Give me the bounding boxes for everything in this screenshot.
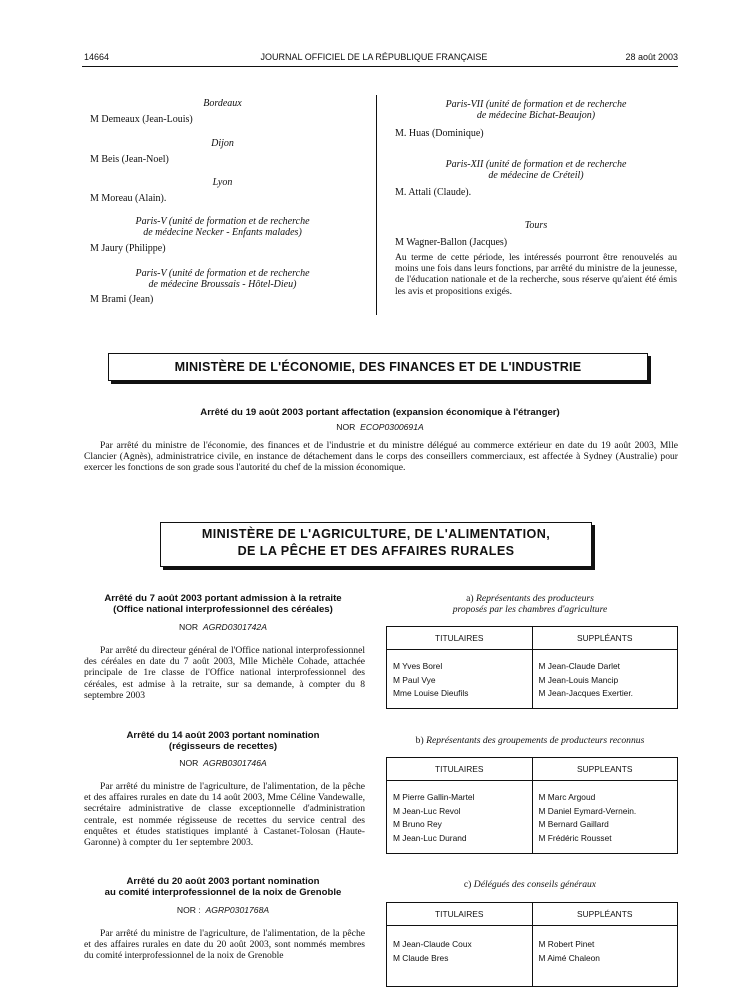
member-name: M Frédéric Rousset bbox=[538, 832, 612, 843]
member-name: M Jean-Luc Durand bbox=[393, 832, 467, 843]
city-heading: Paris-VII (unité de formation et de recherche de médecine Bichat-Beaujon) bbox=[445, 99, 627, 121]
arrete-title bbox=[82, 593, 364, 615]
person-name: M Moreau (Alain). bbox=[90, 193, 167, 204]
header-rule bbox=[82, 66, 678, 67]
column-header: TITULAIRES bbox=[387, 627, 533, 650]
table-caption-text: Représentants des producteurs proposés par les chambres d'agriculture bbox=[452, 593, 608, 615]
ministry-agriculture-heading bbox=[160, 522, 592, 567]
arrete-body: Par arrêté du directeur général de l'Office national interprofessionnel des céréales en date du 7 août 2003, Mlle Michèle Cohade, attachée principale de 1re classe de l'Office national interprofessionnel des céréales, est admise à la retraite, sur sa demande, à compter du 8 septembre 2003 bbox=[84, 645, 365, 701]
nor-line bbox=[82, 422, 678, 432]
ministry-economy-heading: MINISTÈRE DE L'ÉCONOMIE, DES FINANCES ET DE L'INDUSTRIE bbox=[108, 353, 648, 381]
arrete-body: Par arrêté du ministre de l'économie, des finances et de l'industrie et du ministre délégué au commerce extérieur en date du 19 août 2003, Mlle Clancier (Agnès), administratrice civile, en instance de détachement dans le corps des conseillers commerciaux, est affectée à Sydney (Australie) pour exercer les fonctions de son grade sous l'autorité du chef de la mission économique. bbox=[84, 440, 678, 474]
member-name: M Jean-Claude Darlet bbox=[538, 661, 620, 671]
column-header: SUPPLEANTS bbox=[532, 758, 678, 781]
nor-code: AGRP0301768A bbox=[205, 905, 270, 915]
city-heading: Dijon bbox=[211, 138, 234, 149]
member-name: M Jean-Jacques Exertier. bbox=[538, 688, 633, 698]
column-header: SUPPLÉANTS bbox=[532, 627, 678, 650]
nor-code: ECOP0300691A bbox=[360, 422, 424, 432]
table-prefix: a) bbox=[466, 593, 474, 604]
person-name: M Beis (Jean-Noel) bbox=[90, 154, 169, 165]
arrete-title-line: (régisseurs de recettes) bbox=[168, 741, 278, 752]
arrete-title-line: Arrêté du 20 août 2003 portant nomination bbox=[126, 876, 320, 887]
column-divider bbox=[376, 95, 377, 315]
nor-label: NOR bbox=[179, 622, 199, 632]
ministry-line-1: MINISTÈRE DE L'AGRICULTURE, DE L'ALIMENTATION, bbox=[201, 527, 551, 541]
column-header: TITULAIRES bbox=[387, 903, 533, 926]
table-caption bbox=[384, 879, 676, 890]
arrete-title-line: Arrêté du 14 août 2003 portant nomination bbox=[126, 730, 320, 741]
suppleants-cell bbox=[532, 650, 678, 709]
nor-line bbox=[82, 758, 364, 768]
titulaires-cell bbox=[387, 650, 533, 709]
person-name: M. Attali (Claude). bbox=[395, 187, 472, 198]
renewal-paragraph: Au terme de cette période, les intéressés pourront être renouvelés au moins une fois dans leurs fonctions, par arrêté du ministre de la jeunesse, de l'éducation nationale et de la recherche, sous réserve qu'aient été émis les avis et propositions exigés. bbox=[395, 252, 677, 297]
person-name: M Brami (Jean) bbox=[90, 294, 154, 305]
members-table bbox=[386, 757, 678, 854]
page-number: 14664 bbox=[84, 52, 110, 62]
member-name: M Paul Vye bbox=[393, 674, 436, 685]
arrete-title-line: Arrêté du 7 août 2003 portant admission à la retraite bbox=[104, 593, 342, 604]
member-name: M Jean-Louis Mancip bbox=[538, 674, 619, 685]
member-name: M Pierre Gallin-Martel bbox=[393, 792, 475, 802]
nor-code: AGRB0301746A bbox=[203, 758, 267, 768]
member-name: M Claude Bres bbox=[393, 952, 449, 963]
arrete-body: Par arrêté du ministre de l'agriculture, de l'alimentation, de la pêche et des affaires rurales en date du 14 août 2003, Mme Céline Vandewalle, secrétaire administrative de classe exceptionnelle d'administration centrale, est nommée régisseuse de recettes du service central des enquêtes et études statistiques implanté à Castanet-Tolosan (Haute-Garonne) à compter du 1er septembre 2003. bbox=[84, 781, 365, 849]
nor-line bbox=[82, 905, 364, 915]
members-table bbox=[386, 902, 678, 987]
city-heading: Paris-V (unité de formation et de recherche de médecine Broussais - Hôtel-Dieu) bbox=[135, 268, 310, 290]
arrete-title bbox=[82, 730, 364, 752]
city-heading: Bordeaux bbox=[203, 98, 242, 109]
suppleants-cell bbox=[532, 781, 678, 854]
arrete-title-line: au comité interprofessionnel de la noix de Grenoble bbox=[104, 887, 342, 898]
city-heading: Paris-V (unité de formation et de recherche de médecine Necker - Enfants malades) bbox=[135, 216, 310, 238]
city-heading: Paris-XII (unité de formation et de recherche de médecine de Créteil) bbox=[445, 159, 627, 181]
person-name: M Wagner-Ballon (Jacques) bbox=[395, 237, 508, 248]
nor-label: NOR : bbox=[176, 905, 201, 915]
member-name: M Jean-Luc Revol bbox=[393, 805, 461, 816]
suppleants-cell bbox=[532, 926, 678, 987]
titulaires-cell bbox=[387, 781, 533, 854]
table-prefix: c) bbox=[463, 879, 472, 890]
nor-line bbox=[82, 622, 364, 632]
ministry-line-2: DE LA PÊCHE ET DES AFFAIRES RURALES bbox=[237, 544, 515, 558]
member-name: M Jean-Claude Coux bbox=[393, 939, 472, 949]
member-name: M Yves Borel bbox=[393, 661, 443, 671]
table-caption-text: Représentants des groupements de producteurs reconnus bbox=[426, 735, 645, 746]
arrete-title-line: (Office national interprofessionnel des céréales) bbox=[113, 604, 333, 615]
nor-label: NOR bbox=[179, 758, 199, 768]
arrete-body: Par arrêté du ministre de l'agriculture, de l'alimentation, de la pêche et des affaires rurales en date du 20 août 2003, sont nommés membres du comité interprofessionnel de la noix de Grenoble bbox=[84, 928, 365, 962]
column-header: TITULAIRES bbox=[387, 758, 533, 781]
person-name: M Jaury (Philippe) bbox=[90, 243, 166, 254]
city-heading: Lyon bbox=[212, 177, 233, 188]
table-prefix: b) bbox=[415, 735, 424, 746]
members-table bbox=[386, 626, 678, 709]
page-date: 28 août 2003 bbox=[625, 52, 678, 62]
member-name: M Aimé Chaleon bbox=[538, 952, 600, 963]
journal-title: JOURNAL OFFICIEL DE LA RÉPUBLIQUE FRANÇAISE bbox=[260, 52, 488, 62]
person-name: M. Huas (Dominique) bbox=[395, 128, 484, 139]
column-header: SUPPLÉANTS bbox=[532, 903, 678, 926]
table-caption bbox=[384, 735, 676, 746]
arrete-title bbox=[82, 876, 364, 898]
member-name: M Bernard Gaillard bbox=[538, 819, 609, 829]
member-name: M Daniel Eymard-Vernein. bbox=[538, 805, 637, 816]
nor-label: NOR bbox=[336, 422, 356, 432]
table-caption-text: Délégués des conseils généraux bbox=[473, 879, 597, 890]
member-name: M Bruno Rey bbox=[393, 819, 442, 829]
person-name: M Demeaux (Jean-Louis) bbox=[90, 114, 193, 125]
table-caption bbox=[384, 593, 676, 615]
nor-code: AGRD0301742A bbox=[202, 622, 267, 632]
titulaires-cell bbox=[387, 926, 533, 987]
member-name: M Robert Pinet bbox=[538, 939, 595, 949]
city-heading: Tours bbox=[524, 220, 548, 231]
arrete-title: Arrêté du 19 août 2003 portant affectation (expansion économique à l'étranger) bbox=[200, 407, 560, 418]
member-name: M Marc Argoud bbox=[538, 792, 596, 802]
member-name: Mme Louise Dieufils bbox=[393, 688, 469, 698]
